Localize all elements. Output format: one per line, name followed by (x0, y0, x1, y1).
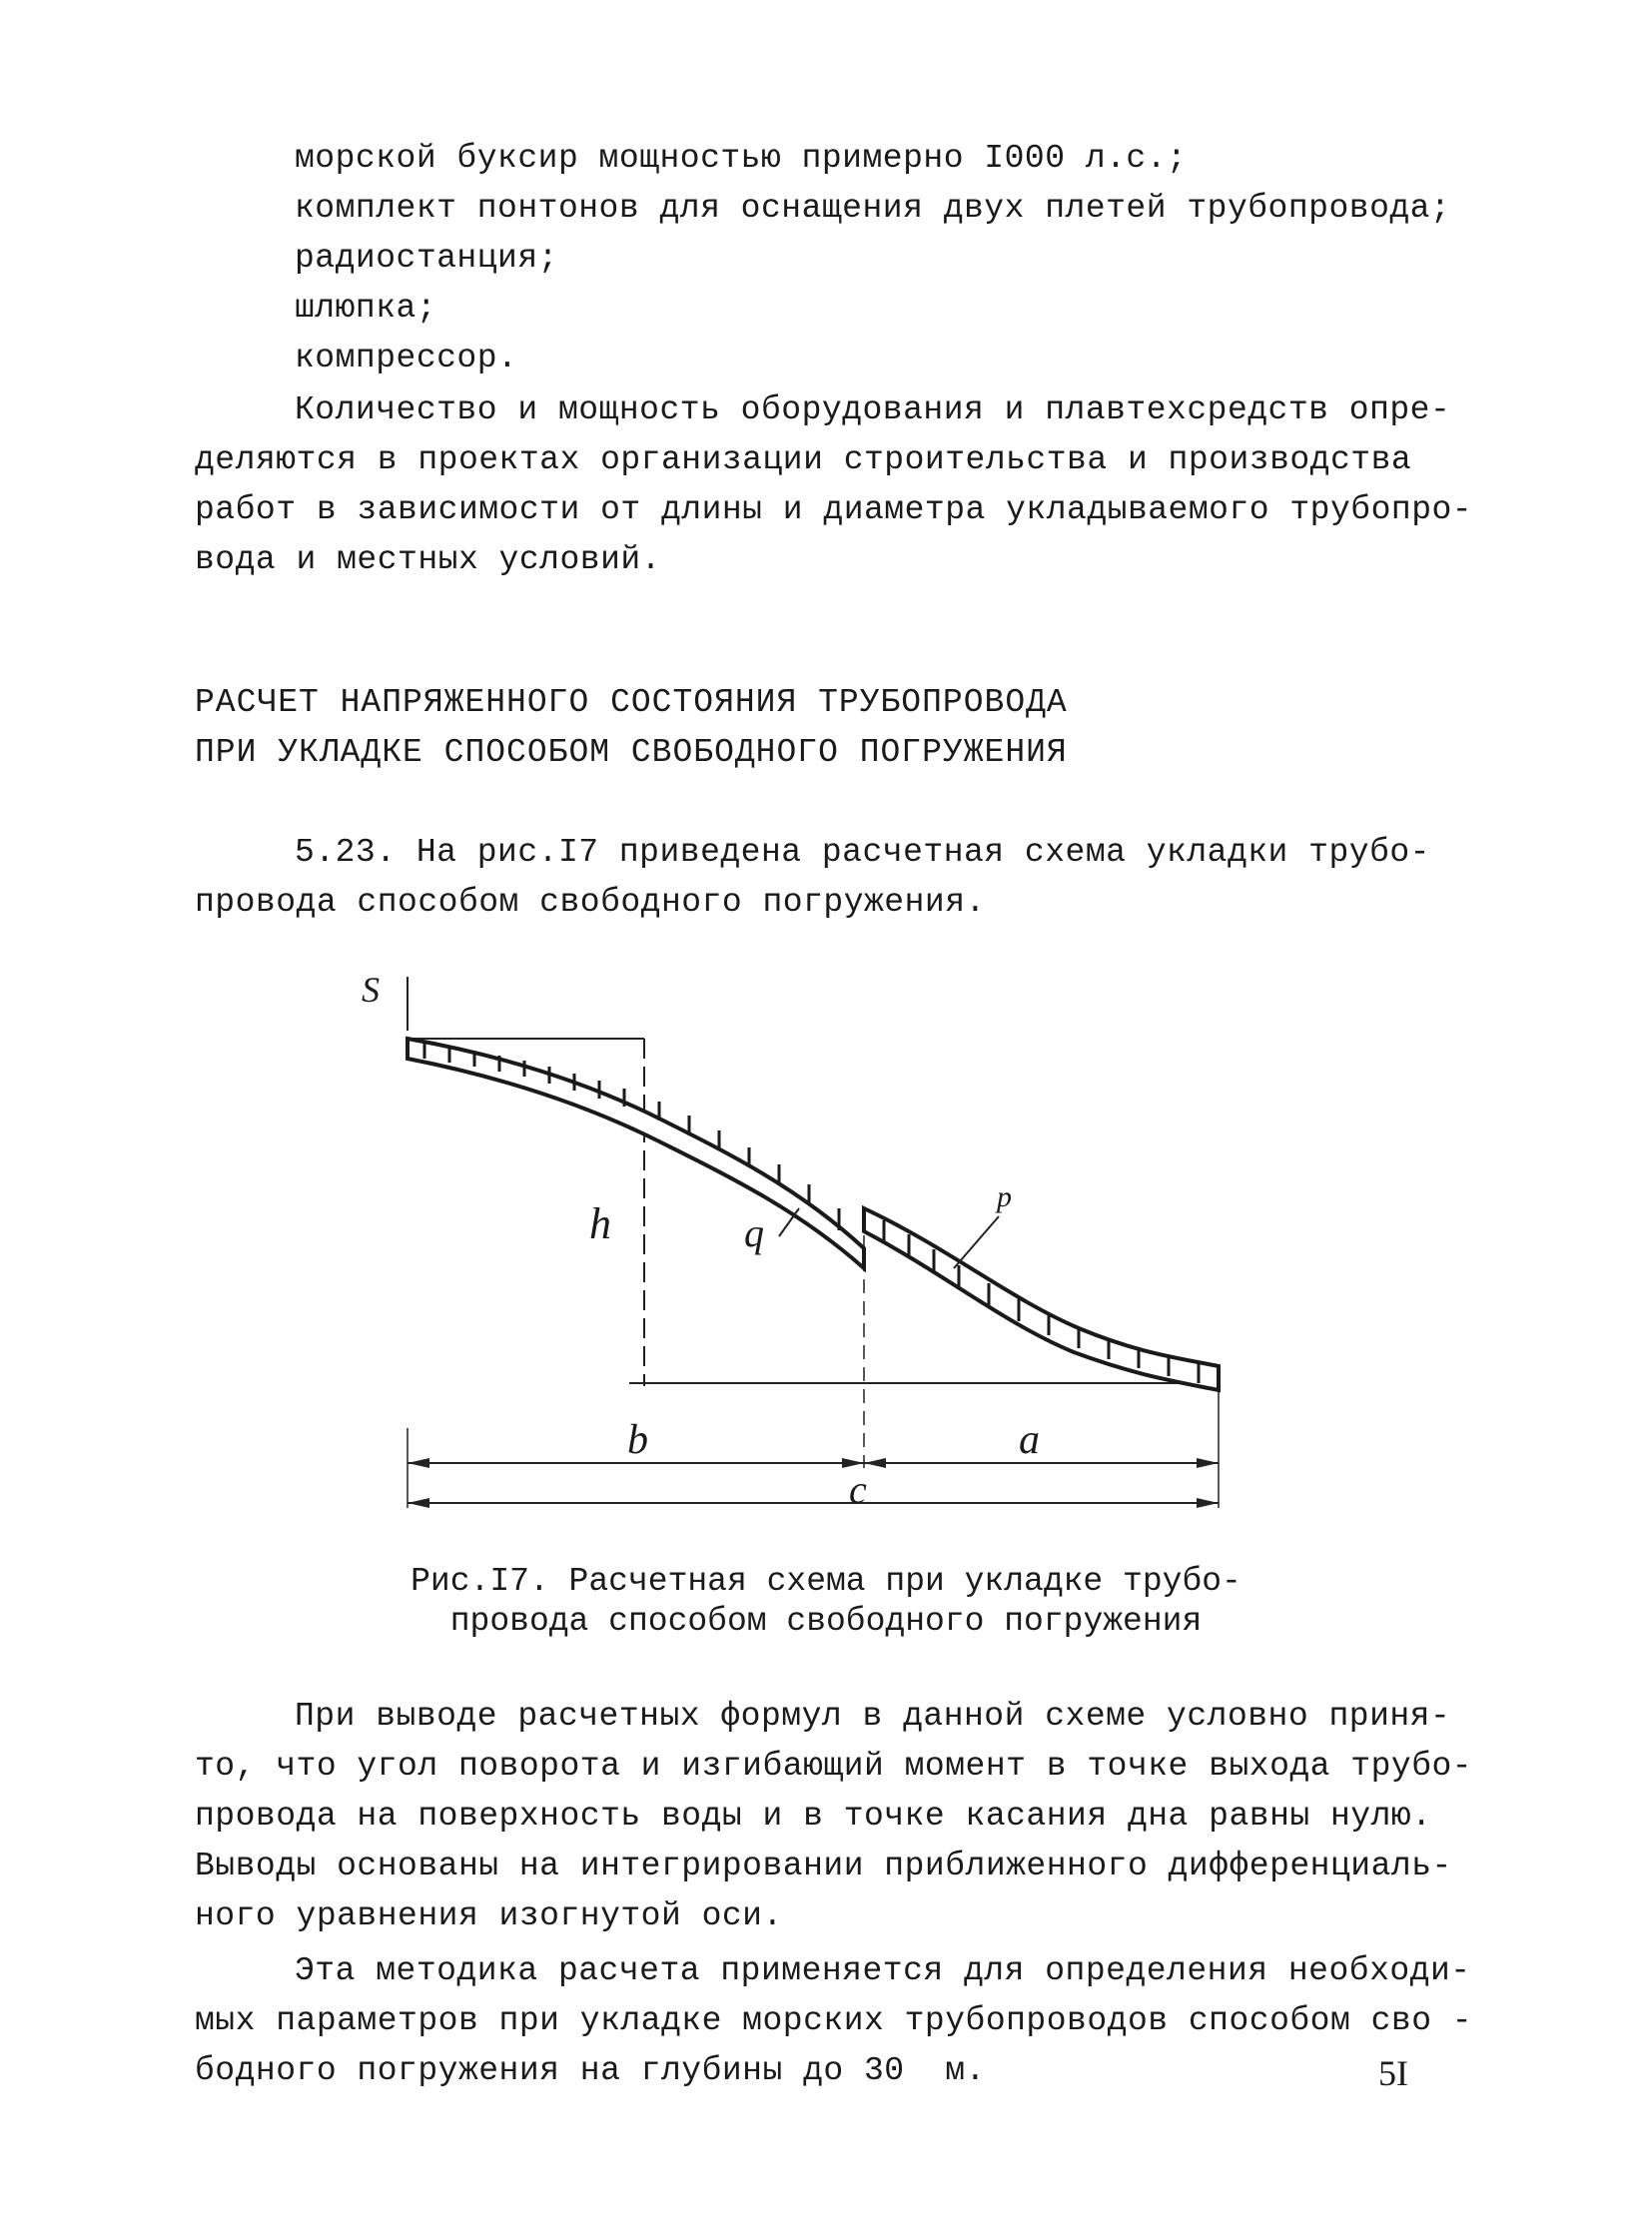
arrow-icon (1197, 1458, 1219, 1468)
paragraph-equipment-line: вода и местных условий. (195, 541, 661, 578)
label-p: p (997, 1180, 1012, 1213)
paragraph-derivation-line: ного уравнения изогнутой оси. (195, 1897, 783, 1934)
paragraph-method-line: Эта методика расчета применяется для определения необходи- (295, 1952, 1471, 1989)
label-c: c (849, 1467, 867, 1512)
label-b: b (627, 1417, 648, 1463)
paragraph-523-line: провода способом свободного погружения. (195, 884, 986, 921)
label-a: a (1019, 1417, 1040, 1463)
paragraph-equipment-line: деляются в проектах организации строительства и производства (195, 441, 1412, 478)
paragraph-equipment-line: работ в зависимости от длины и диаметра укладываемого трубопро- (195, 491, 1473, 528)
paragraph-derivation-line: провода на поверхность воды и в точке касания дна равны нулю. (195, 1798, 1432, 1835)
paragraph-523-line: 5.23. На рис.I7 приведена расчетная схема укладки трубо- (295, 834, 1430, 871)
page-number: 5I (1378, 2053, 1408, 2093)
equipment-item-tug: морской буксир мощностью примерно I000 л.с.; (295, 140, 1188, 177)
section-heading-line: ПРИ УКЛАДКЕ СПОСОБОМ СВОБОДНОГО ПОГРУЖЕНИЯ (195, 734, 1068, 771)
label-h: h (589, 1199, 611, 1248)
label-s: S (362, 970, 380, 1010)
paragraph-method-line: бодного погружения на глубины до 30 м. (195, 2052, 986, 2089)
paragraph-derivation-line: то, что угол поворота и изгибающий момент в точке выхода трубо- (195, 1748, 1473, 1785)
arrow-icon (1197, 1498, 1219, 1508)
paragraph-method-line: мых параметров при укладке морских трубопроводов способом сво - (195, 2002, 1473, 2039)
label-q: q (744, 1210, 764, 1255)
equipment-item-radio: радиостанция; (295, 240, 558, 277)
arrow-icon (864, 1458, 886, 1468)
pipe-segment-p (864, 1208, 1219, 1390)
pipe-segment-q (408, 1039, 864, 1268)
figure-caption-line: Рис.I7. Расчетная схема при укладке трубо- (411, 1563, 1241, 1600)
paragraph-derivation-line: При выводе расчетных формул в данной схеме условно приня- (295, 1698, 1451, 1735)
section-heading-line: РАСЧЕТ НАПРЯЖЕННОГО СОСТОЯНИЯ ТРУБОПРОВОДА (195, 684, 1068, 721)
arrow-icon (408, 1458, 429, 1468)
paragraph-derivation-line: Выводы основаны на интегрировании приближенного дифференциаль- (195, 1848, 1452, 1884)
arrow-icon (408, 1498, 429, 1508)
equipment-item-pontoons: комплект понтонов для оснащения двух плетей трубопровода; (295, 190, 1451, 227)
equipment-item-compressor: компрессор. (295, 340, 518, 376)
p-leader-line (954, 1216, 999, 1268)
equipment-item-boat: шлюпка; (295, 290, 437, 327)
paragraph-equipment-line: Количество и мощность оборудования и плавтехсредств опре- (295, 391, 1451, 428)
figure-caption-line: провода способом свободного погружения (449, 1603, 1203, 1640)
